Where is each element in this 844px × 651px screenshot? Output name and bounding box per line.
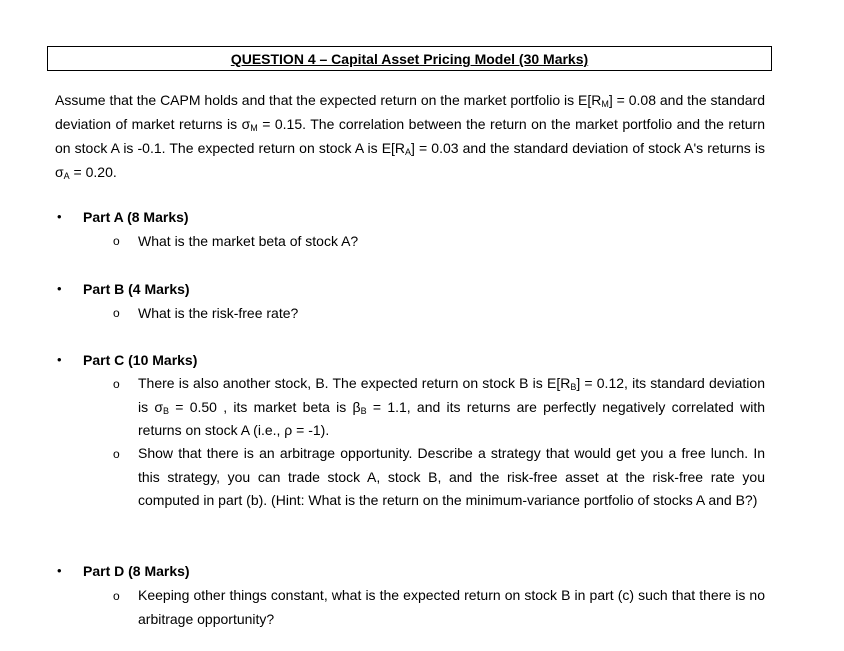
bullet-icon: •: [57, 281, 62, 296]
part-c-sub-2: B: [163, 405, 170, 416]
question-title-box: [47, 46, 772, 71]
part-c-sub-3: B: [360, 405, 367, 416]
part-d-heading: Part D (8 Marks): [83, 563, 190, 579]
sub-bullet-icon: o: [113, 306, 120, 320]
intro-sub-m: M: [601, 99, 609, 109]
intro-paragraph: [55, 88, 765, 184]
bullet-icon: •: [57, 352, 62, 367]
intro-text-1: Assume that the CAPM holds and that the expected return on the market portfolio is E[R: [55, 92, 602, 108]
intro-sub-a2: A: [63, 171, 70, 181]
part-c-text-1: There is also another stock, B. The expected return on stock B is E[R: [138, 375, 571, 391]
bullet-icon: •: [57, 209, 62, 224]
part-b-question: What is the risk-free rate?: [138, 305, 299, 321]
sub-bullet-icon: o: [113, 447, 120, 461]
sub-bullet-icon: o: [113, 234, 120, 248]
part-c-heading: Part C (10 Marks): [83, 352, 198, 368]
intro-sub-m2: M: [250, 123, 258, 133]
part-a-question: What is the market beta of stock A?: [138, 233, 359, 249]
bullet-icon: •: [57, 563, 62, 578]
part-b-heading: Part B (4 Marks): [83, 281, 190, 297]
intro-text-5: = 0.20.: [69, 164, 117, 180]
part-c-item-2: Show that there is an arbitrage opportunity. Describe a strategy that would get you a free lunch. In this strategy, you can trade stock A, stock B, and the risk-free asset at the risk-free rate you computed in part (b). (Hint: What is the return on the minimum-variance portfolio of stocks A and B?): [138, 445, 765, 508]
intro-text-4: ] = 0.03 and the standard deviation of stock A's returns is σ: [55, 140, 765, 180]
intro-sub-a: A: [405, 147, 412, 157]
sub-bullet-icon: o: [113, 589, 120, 603]
question-title: QUESTION 4 – Capital Asset Pricing Model (30 Marks): [230, 51, 589, 67]
intro-text-2: ] = 0.08 and the standard deviation of market returns is σ: [55, 92, 765, 132]
part-d-question: Keeping other things constant, what is the expected return on stock B in part (c) such that there is no arbitrage opportunity?: [138, 587, 765, 627]
sub-bullet-icon: o: [113, 377, 120, 391]
intro-text-3: = 0.15. The correlation between the return on the market portfolio and the return on stock A is -0.1. The expected return on stock A is E[R: [55, 116, 765, 156]
part-c-text-4: = 1.1, and its returns are perfectly negatively correlated with returns on stock A (i.e., ρ = -1).: [138, 398, 765, 438]
part-c-text-2: ] = 0.12, its standard deviation is σ: [138, 375, 765, 415]
part-c-sub-1: B: [570, 382, 577, 392]
part-c-text-3: = 0.50 , its market beta is β: [169, 398, 361, 415]
part-a-heading: Part A (8 Marks): [83, 209, 189, 225]
part-c-item-1: [138, 372, 765, 443]
